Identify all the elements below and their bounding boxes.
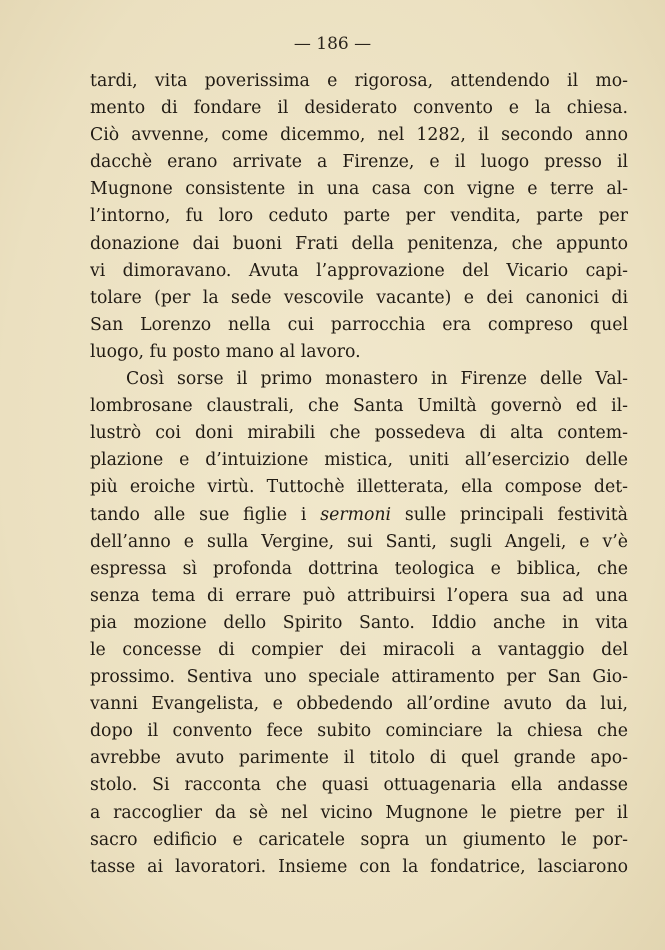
text-line: donazione dai buoni Frati della penitenza, che appunto xyxy=(90,233,628,254)
text-segment: tando alle sue figlie i xyxy=(90,504,321,525)
text-line: tolare (per la sede vescovile vacante) e dei canonici di xyxy=(90,287,628,308)
text-line: Mugnone consistente in una casa con vigne e terre al- xyxy=(90,179,628,200)
text-line: tardi, vita poverissima e rigorosa, attendendo il mo- xyxy=(90,71,628,91)
text-line: più eroiche virtù. Tuttochè illetterata, ella compose det- xyxy=(90,477,628,498)
text-line: espressa sì profonda dottrina teologica e biblica, che xyxy=(90,558,628,579)
text-line: prossimo. Sentiva uno speciale attiramento per San Gio- xyxy=(90,667,628,688)
italic-term-sermoni: sermoni xyxy=(320,504,392,525)
text-line: mento di fondare il desiderato convento e la chiesa. xyxy=(90,98,628,119)
text-line: San Lorenzo nella cui parrocchia era compreso quel xyxy=(90,314,628,335)
paragraph-end-line: luogo, fu posto mano al lavoro. xyxy=(90,341,361,362)
text-line: Ciò avvenne, come dicemmo, nel 1282, il secondo anno xyxy=(90,125,628,146)
text-line: stolo. Si racconta che quasi ottuagenaria ella andasse xyxy=(90,775,628,796)
text-line: avrebbe avuto parimente il titolo di quel grande apo- xyxy=(90,748,628,769)
text-line: dopo il convento fece subito cominciare la chiesa che xyxy=(90,721,628,742)
text-line: lombrosane claustrali, che Santa Umiltà governò ed il- xyxy=(90,396,628,417)
text-line: l’intorno, fu loro ceduto parte per vendita, parte per xyxy=(90,206,628,227)
text-line-with-italic xyxy=(90,502,628,529)
text-line: vi dimoravano. Avuta l’approvazione del Vicario capi- xyxy=(90,260,628,281)
text-line: lustrò coi doni mirabili che possedeva di alta contem- xyxy=(90,423,628,444)
text-line: sacro edificio e caricatele sopra un giumento le por- xyxy=(90,829,628,850)
text-line: pia mozione dello Spirito Santo. Iddio anche in vita xyxy=(90,612,628,633)
text-line: dell’anno e sulla Vergine, sui Santi, sugli Angeli, e v’è xyxy=(90,531,628,552)
text-line: a raccoglier da sè nel vicino Mugnone le pietre per il xyxy=(90,802,628,823)
page-number: — 186 — xyxy=(293,34,372,54)
text-segment: sulle principali festività xyxy=(391,504,628,525)
text-line: plazione e d’intuizione mistica, uniti all’esercizio delle xyxy=(90,450,628,471)
text-line: tasse ai lavoratori. Insieme con la fondatrice, lasciarono xyxy=(90,856,628,877)
body-text xyxy=(90,68,628,881)
text-line: dacchè erano arrivate a Firenze, e il luogo presso il xyxy=(90,152,628,173)
text-line: le concesse di compier dei miracoli a vantaggio del xyxy=(90,639,628,660)
paragraph-start-line: Così sorse il primo monastero in Firenze delle Val- xyxy=(126,369,628,390)
text-line: senza tema di errare può attribuirsi l’opera sua ad una xyxy=(90,585,628,606)
text-line: vanni Evangelista, e obbedendo all’ordine avuto da lui, xyxy=(90,694,628,715)
